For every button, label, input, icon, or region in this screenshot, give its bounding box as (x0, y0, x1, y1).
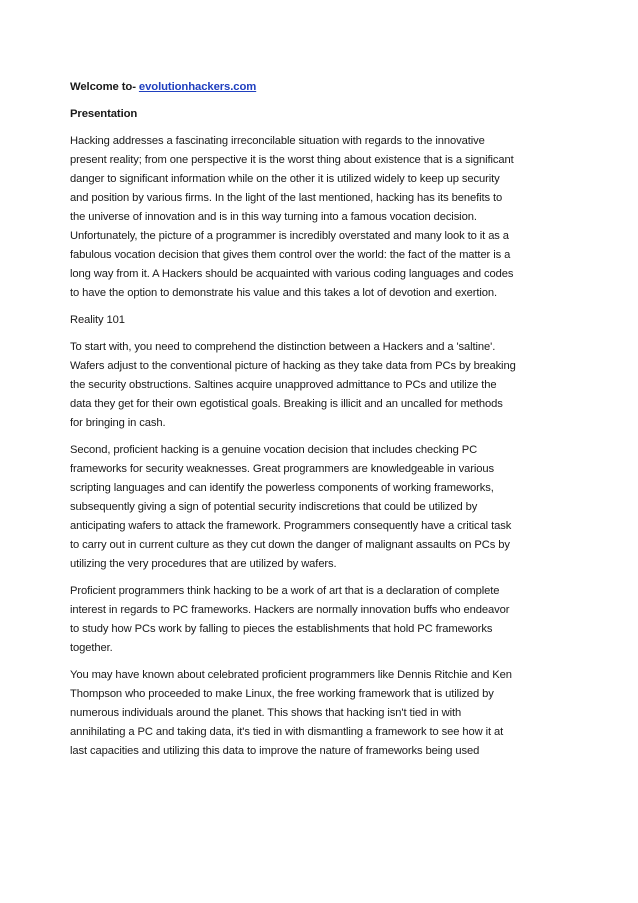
paragraph-distinction (70, 338, 570, 433)
paragraph-line: You may have known about celebrated proficient programmers like Dennis Ritchie and Ken (70, 669, 512, 681)
paragraph-line: to carry out in current culture as they cut down the danger of malignant assaults on PCs by (70, 539, 510, 551)
paragraph-line: to study how PCs work by falling to pieces the establishments that hold PC frameworks (70, 623, 493, 635)
paragraph-line: To start with, you need to comprehend the distinction between a Hackers and a 'saltine'. (70, 341, 496, 353)
paragraph-line: scripting languages and can identify the powerless components of working frameworks, (70, 482, 494, 494)
paragraph-line: numerous individuals around the planet. This shows that hacking isn't tied in with (70, 707, 462, 719)
paragraph-line: danger to significant information while on the other it is utilized widely to keep up security (70, 173, 500, 185)
paragraph-line: together. (70, 642, 113, 654)
paragraph-line: Wafers adjust to the conventional picture of hacking as they take data from PCs by breaking (70, 360, 516, 372)
paragraph-line: long way from it. A Hackers should be acquainted with various coding languages and codes (70, 268, 514, 280)
paragraph-line: present reality; from one perspective it is the worst thing about existence that is a significant (70, 154, 514, 166)
paragraph-work-of-art (70, 582, 570, 658)
paragraph-line: utilizing the very procedures that are utilized by wafers. (70, 558, 337, 570)
document-page (70, 78, 570, 769)
paragraph-line: to have the option to demonstrate his value and this takes a lot of devotion and exertion. (70, 287, 497, 299)
reality-heading: Reality 101 (70, 314, 125, 326)
welcome-prefix: Welcome to- (70, 81, 139, 93)
paragraph-line: anticipating wafers to attack the framework. Programmers consequently have a critical task (70, 520, 512, 532)
paragraph-line: Proficient programmers think hacking to be a work of art that is a declaration of complete (70, 585, 500, 597)
paragraph-line: frameworks for security weaknesses. Great programmers are knowledgeable in various (70, 463, 494, 475)
welcome-line (70, 78, 570, 97)
paragraph-line: and position by various firms. In the light of the last mentioned, hacking has its benefits to (70, 192, 503, 204)
paragraph-line: Thompson who proceeded to make Linux, the free working framework that is utilized by (70, 688, 494, 700)
presentation-heading: Presentation (70, 108, 138, 120)
paragraph-intro (70, 132, 570, 303)
paragraph-line: interest in regards to PC frameworks. Hackers are normally innovation buffs who endeavor (70, 604, 510, 616)
paragraph-line: the universe of innovation and is in this way turning into a famous vocation decision. (70, 211, 477, 223)
paragraph-line: data they get for their own egotistical goals. Breaking is illicit and an uncalled for methods (70, 398, 503, 410)
paragraph-line: annihilating a PC and taking data, it's tied in with dismantling a framework to see how it at (70, 726, 504, 738)
paragraph-line: for bringing in cash. (70, 417, 166, 429)
paragraph-proficient-hacking (70, 441, 570, 574)
paragraph-line: subsequently giving a sign of potential security indiscretions that could be utilized by (70, 501, 478, 513)
paragraph-line: Hacking addresses a fascinating irreconcilable situation with regards to the innovative (70, 135, 485, 147)
site-link[interactable]: evolutionhackers.com (138, 81, 257, 93)
paragraph-line: Second, proficient hacking is a genuine vocation decision that includes checking PC (70, 444, 478, 456)
paragraph-line: Unfortunately, the picture of a programmer is incredibly overstated and many look to it as a (70, 230, 509, 242)
paragraph-line: the security obstructions. Saltines acquire unapproved admittance to PCs and utilize the (70, 379, 497, 391)
paragraph-line: last capacities and utilizing this data to improve the nature of frameworks being used (70, 745, 480, 757)
paragraph-line: fabulous vocation decision that gives them control over the world: the fact of the matter is a (70, 249, 511, 261)
paragraph-celebrated-programmers (70, 666, 570, 761)
